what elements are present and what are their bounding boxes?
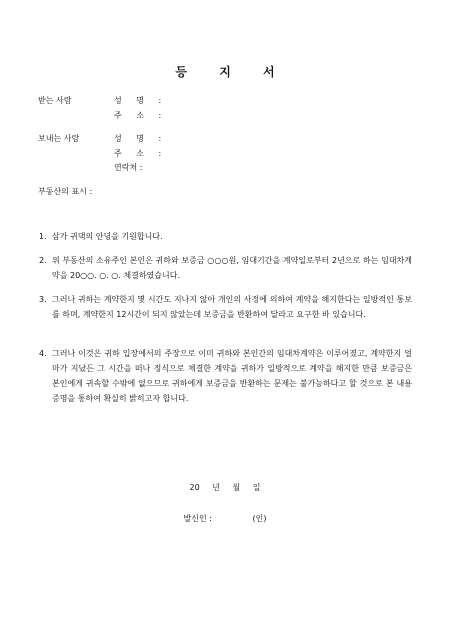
paragraph-number: 4. [39,349,47,358]
sender-phone-label: 연락처 : [114,163,143,172]
paragraph-text: 삼가 귀댁의 안녕을 기원합니다. [52,232,163,241]
paragraph-3 [39,292,412,322]
paragraph-text: 그러나 귀하는 계약한지 몇 시간도 지나지 않아 개인의 사정에 의하여 계약을 해지한다는 일방적인 통보를 하며, 계약한지 12시간이 되지 않았는데 보증금을 반환하여 달라고 요구한 바 있습니다. [52,295,412,319]
sender-address-field [114,149,168,158]
sender-name-label: 성 명 : [114,134,168,143]
paragraph-2 [39,253,412,283]
sender-address-label: 주 소 : [114,149,168,158]
sender-name-field [114,134,168,143]
property-description-label: 부동산의 표시 : [38,187,93,196]
recipient-address-field [114,111,168,120]
document-title: 등 지 서 [175,65,289,79]
recipient-address-label: 주 소 : [114,111,168,120]
recipient-name-label: 성 명 : [114,96,168,105]
paragraph-number: 2. [39,256,47,265]
recipient-role-label: 받는 사람 [38,96,72,105]
sender-role-label: 보내는 사람 [38,134,80,143]
paragraph-4 [39,346,412,406]
paragraph-number: 3. [39,295,47,304]
sender-signature-line [0,515,450,523]
seal-mark: (인) [252,514,267,523]
date-line: 20 년 월 일 [189,483,261,492]
sender-label: 발신인 : [183,514,212,523]
paragraph-number: 1. [39,232,47,241]
recipient-name-field [114,96,168,105]
paragraph-text: 그러나 이것은 귀하 입장에서의 주장으로 이미 귀하와 본인간의 임대차계약은 이루어졌고, 계약한지 얼마가 지났든 그 시간을 떠나 정식으로 체결한 계약을 귀하가 일방적으로 계약을 해지한 만큼 보증금은 본인에게 귀속할 수밖에 없으므로 귀하에게 보증금을 반환하는 문제는 불가능하다고 할 것으로 본 내용증명을 통하여 확실히 밝히고자 합니다. [52,349,412,403]
paragraph-text: 위 부동산의 소유주인 본인은 귀하와 보증금 ○○○원, 임대기간을 계약일로부터 2년으로 하는 임대차계약을 20○○. ○. ○. 체결하였습니다. [52,256,412,280]
sender-phone-field [114,164,144,172]
paragraph-1 [39,229,412,244]
